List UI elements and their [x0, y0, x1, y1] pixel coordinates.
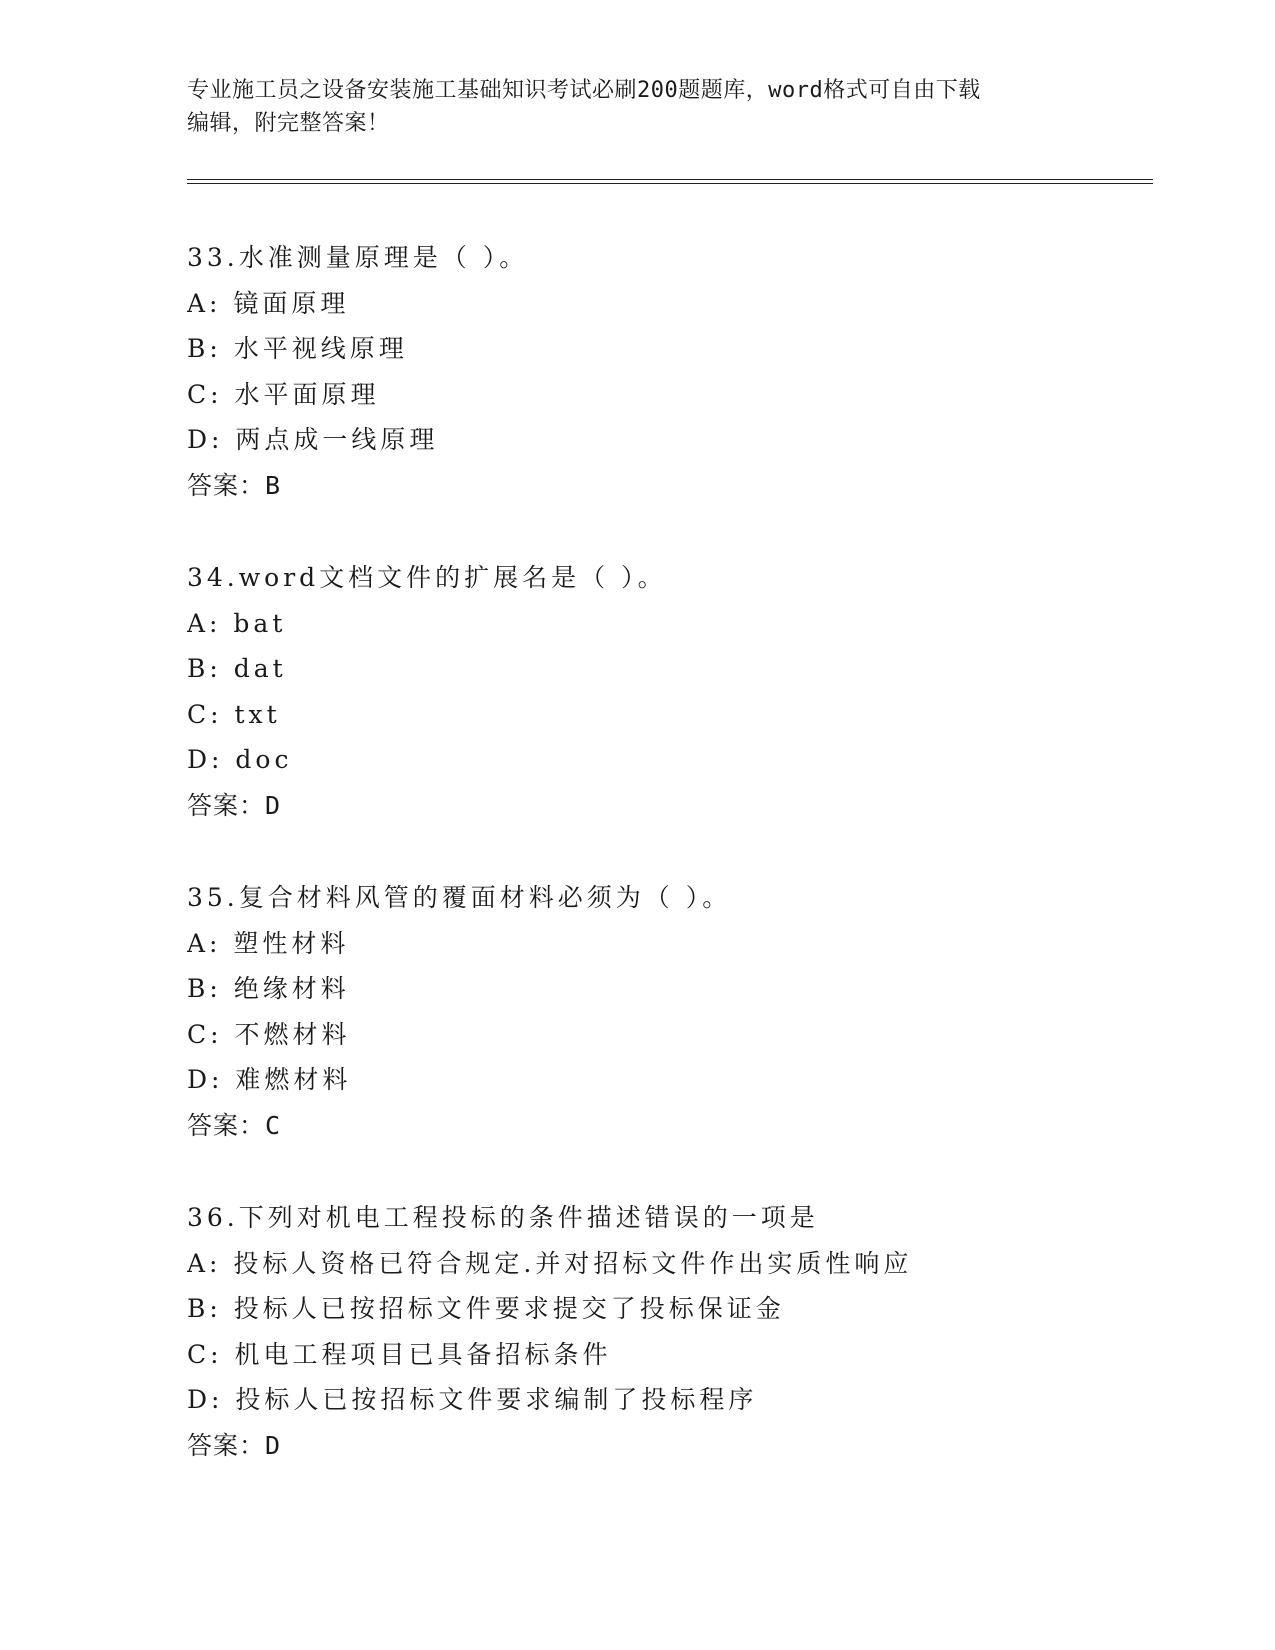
answer-text: 答案：B [187, 470, 282, 500]
option-d: D: doc [187, 745, 293, 774]
option-a: A: 塑性材料 [187, 928, 350, 958]
option-d: D: 难燃材料 [187, 1065, 352, 1094]
question-stem: 33.水准测量原理是（ ）。 [187, 243, 529, 272]
option-a: A: 镜面原理 [187, 288, 350, 318]
answer-text: 答案：D [187, 790, 282, 820]
question-list [187, 235, 1187, 1515]
question-33 [187, 235, 1187, 508]
option-c: C: 机电工程项目已具备招标条件 [187, 1339, 612, 1369]
option-b: B: dat [187, 654, 287, 683]
option-b: B: 绝缘材料 [187, 974, 350, 1003]
document-header [187, 74, 1087, 140]
option-c: C: 水平面原理 [187, 379, 380, 409]
question-35 [187, 875, 1187, 1148]
question-stem: 35.复合材料风管的覆面材料必须为（ ）。 [187, 883, 732, 912]
option-a: A: bat [187, 608, 287, 638]
question-36 [187, 1195, 1187, 1468]
header-title-line-2: 编辑，附完整答案！ [187, 111, 390, 136]
answer-text: 答案：D [187, 1430, 282, 1460]
option-b: B: 水平视线原理 [187, 334, 408, 363]
header-divider-bottom [187, 183, 1153, 184]
option-c: C: txt [187, 699, 281, 729]
question-34 [187, 555, 1187, 828]
question-stem: 36.下列对机电工程投标的条件描述错误的一项是 [187, 1203, 819, 1232]
answer-text: 答案：C [187, 1110, 282, 1140]
option-b: B: 投标人已按招标文件要求提交了投标保证金 [187, 1294, 785, 1323]
header-divider-top [187, 179, 1153, 180]
option-c: C: 不燃材料 [187, 1019, 351, 1049]
header-title-line-1: 专业施工员之设备安装施工基础知识考试必刷200题题库，word格式可自由下载 [187, 78, 981, 103]
option-d: D: 投标人已按招标文件要求编制了投标程序 [187, 1385, 758, 1414]
question-stem: 34.word文档文件的扩展名是（ ）。 [187, 563, 667, 592]
option-d: D: 两点成一线原理 [187, 425, 439, 454]
option-a: A: 投标人资格已符合规定.并对招标文件作出实质性响应 [187, 1248, 913, 1278]
